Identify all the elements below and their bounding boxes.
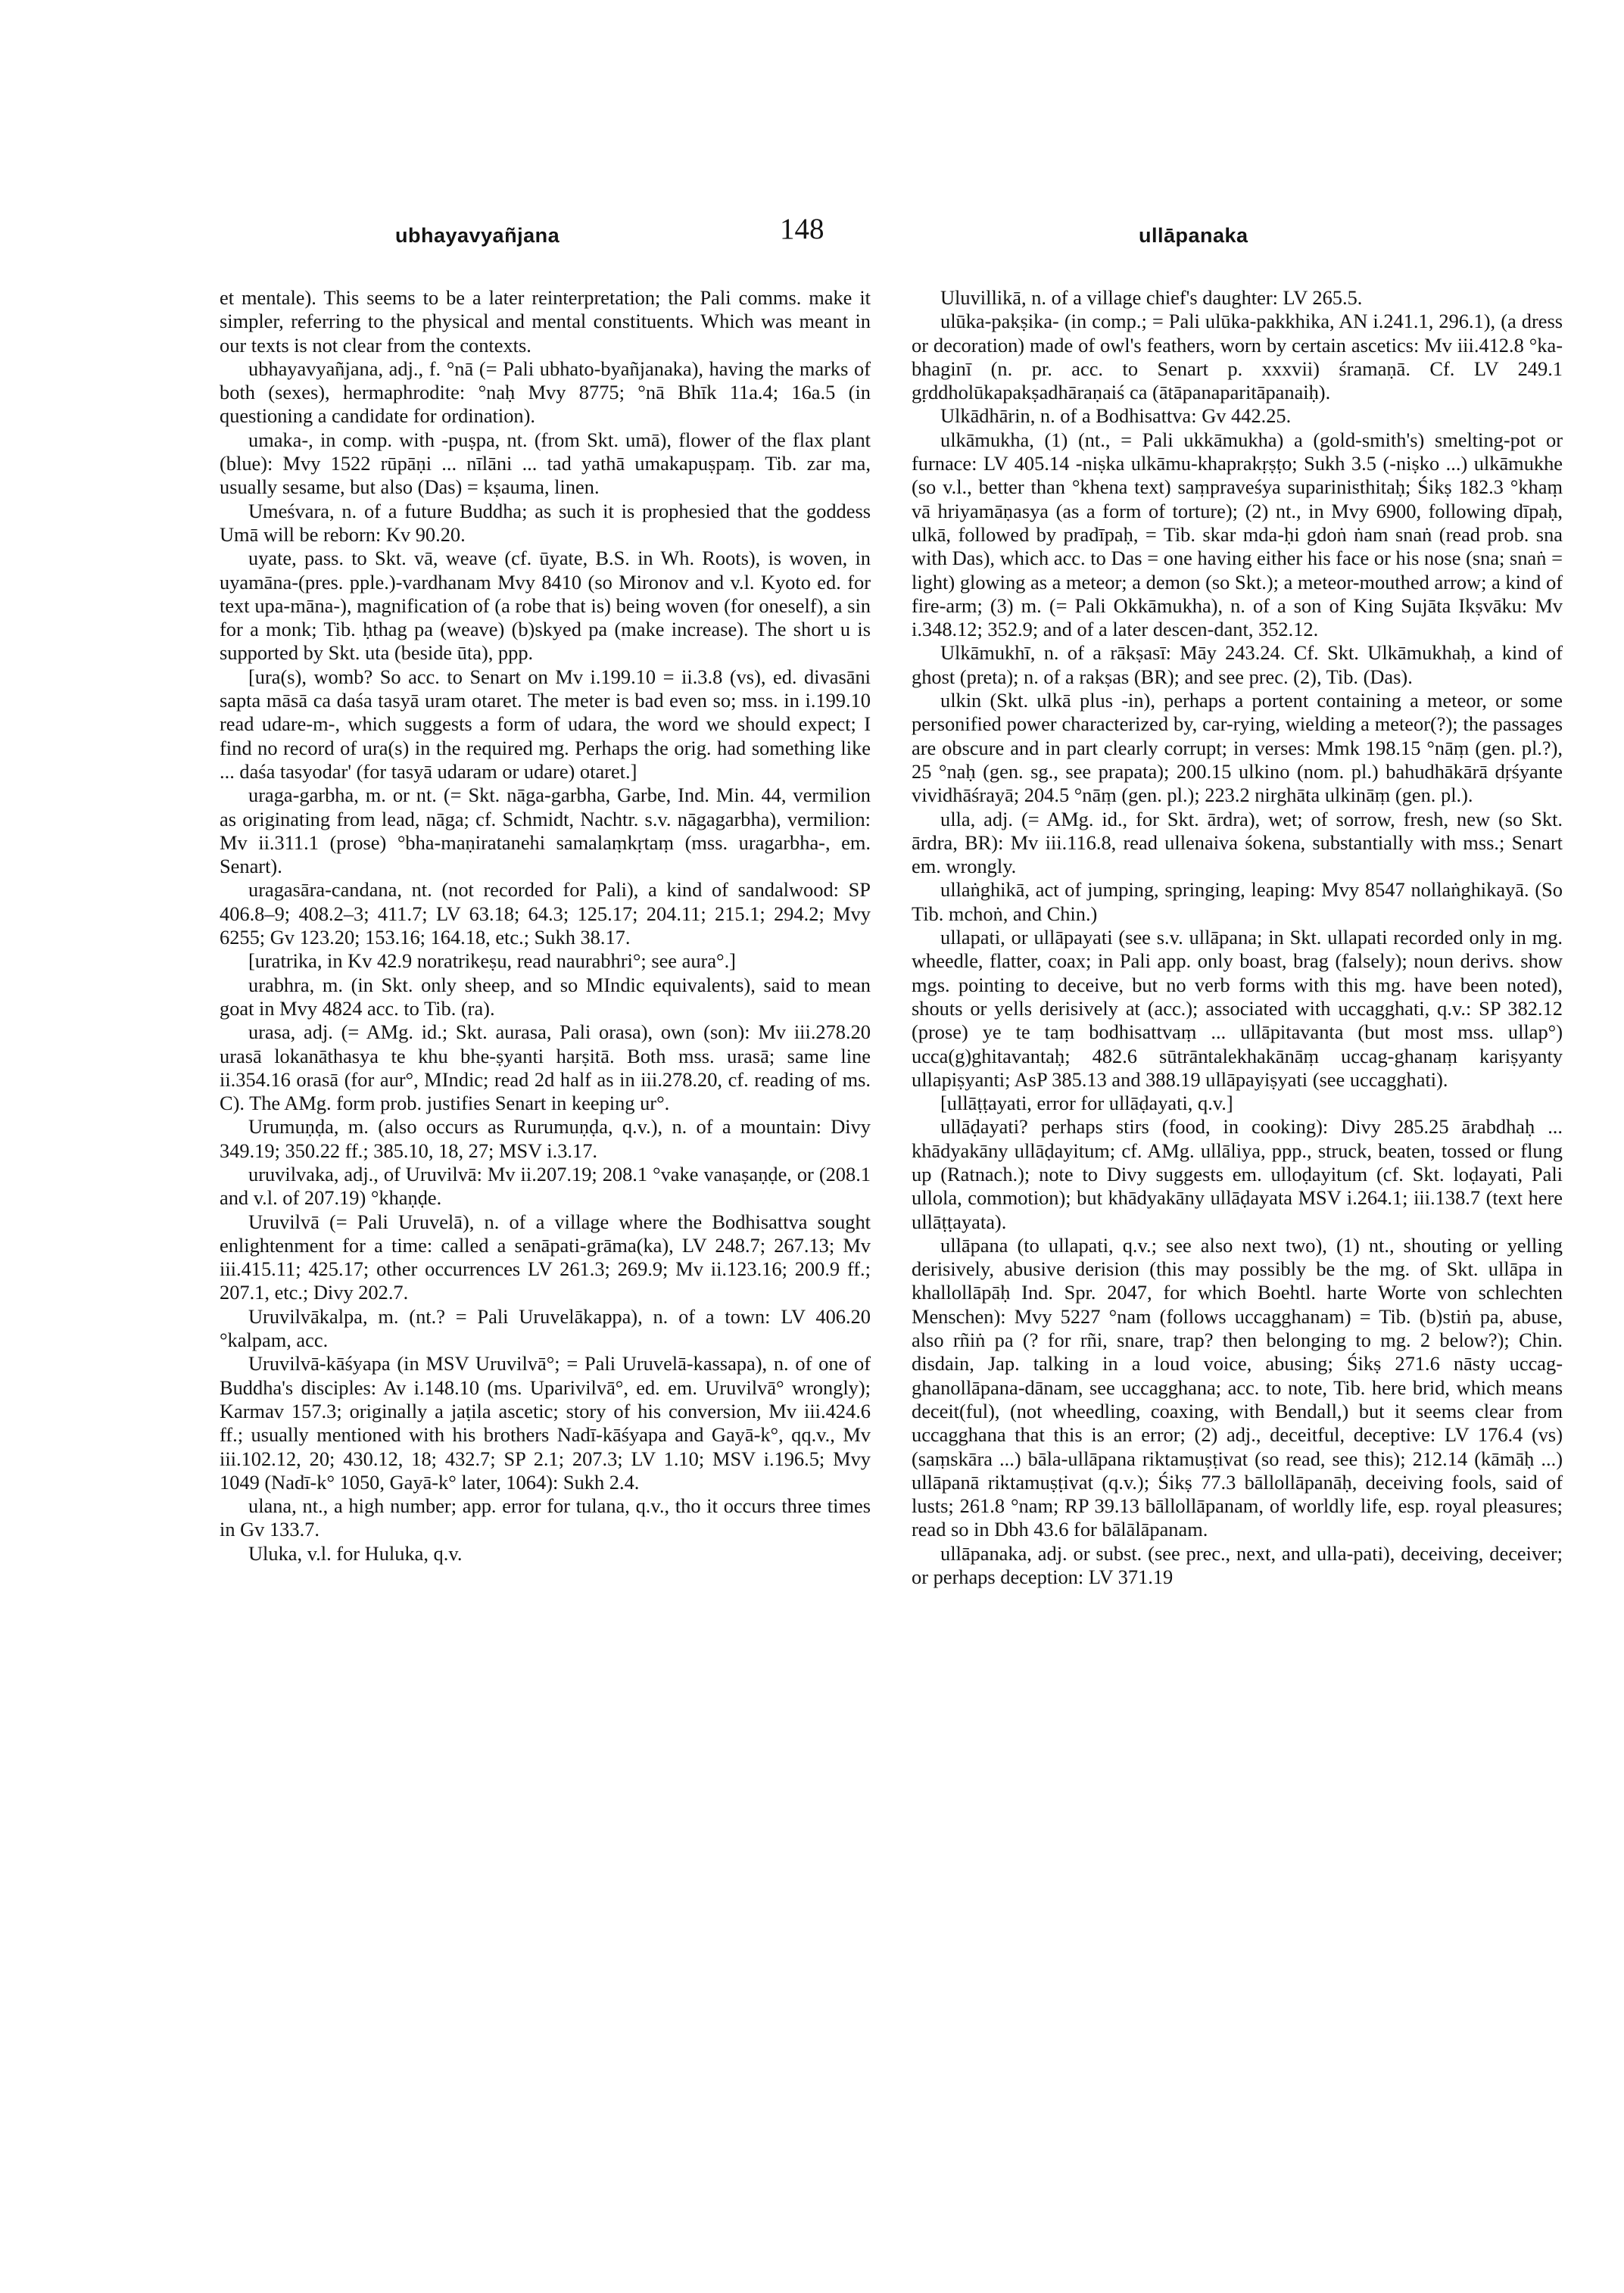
- entry-uluka-paksika: ulūka-pakṣika- (in comp.; = Pali ulūka-pakkhika, AN i.241.1, 296.1), (a dress or decoration) made of owl's feathers, worn by certain ascetics: Mv iii.412.8 °ka-bhaginī (n. pr. acc. to Senart p. xxxvii) śramaṇā. Cf. LV 249.1 gṛddholūkapakṣadhāraṇaiś ca (ātāpanaparitāpanaiḥ).: [912, 310, 1563, 404]
- entry-urumunda: Urumuṇḍa, m. (also occurs as Rurumuṇḍa, q.v.), n. of a mountain: Divy 349.19; 350.22 ff.; 385.10, 18, 27; MSV i.3.17.: [220, 1115, 871, 1162]
- entry-uraga-garbha: uraga-garbha, m. or nt. (= Skt. nāga-garbha, Garbe, Ind. Min. 44, vermilion as originating from lead, nāga; cf. Schmidt, Nachtr. s.v. nāgagarbha), vermilion: Mv ii.311.1 (prose) °bha-maṇiratanehi samalaṃkṛtaṃ (mss. uragarbha-, em. Senart).: [220, 784, 871, 878]
- entry-uruvilva: Uruvilvā (= Pali Uruvelā), n. of a village where the Bodhisattva sought enlightenment for a time: called a senāpati-grāma(ka), LV 248.7; 267.13; Mv iii.415.11; 425.17; other occurrences LV 261.3; 269.9; Mv ii.123.16; 200.9 ff.; 207.1, etc.; Divy 202.7.: [220, 1210, 871, 1304]
- right-guide-word: ullāpanaka: [1139, 224, 1248, 247]
- entry-ullanghika: ullaṅghikā, act of jumping, springing, leaping: Mvy 8547 nollaṅghikayā. (So Tib. mchoṅ, and Chin.): [912, 878, 1563, 925]
- page-number: 148: [780, 213, 824, 245]
- entry-uruvilvaka: uruvilvaka, adj., of Uruvilvā: Mv ii.207.19; 208.1 °vake vanaṣaṇḍe, or (208.1 and v.l. of 207.19) °khaṇḍe.: [220, 1162, 871, 1210]
- running-head: [0, 212, 1624, 257]
- entry-ulladayati: ullāḍayati? perhaps stirs (food, in cooking): Divy 285.25 ārabdhaḥ ... khādyakāny ullāḍayitum; cf. AMg. ullāliya, ppp., struck, beaten, tossed or flung up (Ratnach.); note to Divy suggests em. ulloḍayitum (cf. Skt. loḍayati, Pali ullola, commotion); but khādyakāny ullāḍayata MSV i.264.1; iii.138.7 (text here ullāṭṭayata).: [912, 1115, 1563, 1233]
- entry-ulla: ulla, adj. (= AMg. id., for Skt. ārdra), wet; of sorrow, fresh, new (so Skt. ārdra, BR): Mv iii.116.8, read ullenaiva śokena, substantially with mss.; Senart em. wrongly.: [912, 807, 1563, 878]
- entry-uras: [ura(s), womb? So acc. to Senart on Mv i.199.10 = ii.3.8 (vs), ed. divasāni sapta māsā ca daśa tasyā uram otaret. The meter is bad even so; mss. in i.199.10 read udare-m-, which suggests a form of udara, the word we should expect; I find no record of ura(s) in the required mg. Perhaps the orig. had something like ... daśa tasyodar' (for tasyā udaram or udare) otaret.]: [220, 665, 871, 783]
- entry-ullapanaka: ullāpanaka, adj. or subst. (see prec., next, and ulla-pati), deceiving, deceiver; or perhaps deception: LV 371.19: [912, 1541, 1563, 1589]
- left-column: [220, 286, 871, 1566]
- entry-ulkamukhi: Ulkāmukhī, n. of a rākṣasī: Māy 243.24. Cf. Skt. Ulkāmukhaḥ, a kind of ghost (preta); n. of a rakṣas (BR); and see prec. (2), Tib. (Das).: [912, 641, 1563, 688]
- entry-ulkin: ulkin (Skt. ulkā plus -in), perhaps a portent containing a meteor, or some personified power characterized by, car-rying, wielding a meteor(?); the passages are obscure and in part clearly corrupt; in verses: Mmk 198.15 °nāṃ (gen. pl.?), 25 °naḥ (gen. sg., see prapata); 200.15 ulkino (nom. pl.) bahudhākārā dṛśyante vividhāśrayā; 204.5 °nāṃ (gen. pl.); 223.2 nirghāta ulkināṃ (gen. pl.).: [912, 689, 1563, 807]
- entry-ulana: ulana, nt., a high number; app. error for tulana, q.v., tho it occurs three times in Gv 133.7.: [220, 1494, 871, 1541]
- entry-uyate: uyate, pass. to Skt. vā, weave (cf. ūyate, B.S. in Wh. Roots), is woven, in uyamāna-(pres. pple.)-vardhanam Mvy 8410 (so Mironov and v.l. Kyoto ed. for text upa-māna-), magnification of (a robe that is) being woven (for oneself), a sin for a monk; Tib. ḥthag pa (weave) (b)skyed pa (make increase). The short u is supported by Skt. uta (beside ūta), ppp.: [220, 547, 871, 665]
- entry-uruvilvakalpa: Uruvilvākalpa, m. (nt.? = Pali Uruvelākappa), n. of a town: LV 406.20 °kalpam, acc.: [220, 1304, 871, 1352]
- entry-ullapati: ullapati, or ullāpayati (see s.v. ullāpana; in Skt. ullapati recorded only in mg. wheedle, flatter, coax; in Pali app. only boast, brag (falsely); noun derivs. show mgs. pointing to deceive, but no verb forms with this mg. have been noted), shouts or yells derisively at (acc.); associated with uccagghati, q.v.: SP 382.12 (prose) ye te taṃ bodhisattvaṃ ... ullāpitavanta (but most mss. ullap°) ucca(g)ghitavantaḥ; 482.6 sūtrāntalekhakānāṃ uccag-ghanaṃ kariṣyanty ullapiṣyanti; AsP 385.13 and 388.19 ullāpayiṣyati (see uccagghati).: [912, 926, 1563, 1091]
- entry-uragasara-candana: uragasāra-candana, nt. (not recorded for Pali), a kind of sandalwood: SP 406.8–9; 408.2–3; 411.7; LV 63.18; 64.3; 125.17; 204.11; 215.1; 294.2; Mvy 6255; Gv 123.20; 153.16; 164.18, etc.; Sukh 38.17.: [220, 878, 871, 949]
- entry-ulkamukha: ulkāmukha, (1) (nt., = Pali ukkāmukha) a (gold-smith's) smelting-pot or furnace: LV 405.14 -niṣka ulkāmu-khaprakṛṣṭo; Sukh 3.5 (-niṣko ...) ulkāmukhe (so v.l., better than °khena text) saṃpraveśya suparinisthitaḥ; Śikṣ 182.3 °khaṃ vā hriyamāṇasya (as a form of torture); (2) nt., in Mvy 6900, following dīpaḥ, ulkā, followed by pradīpaḥ, = Tib. skar mda-ḥi gdoṅ ṅam snaṅ (read prob. sna with Das), which acc. to Das = one having either his face or his nose (sna; snaṅ = light) glowing as a meteor; a demon (so Skt.); a meteor-mouthed arrow; a kind of fire-arm; (3) m. (= Pali Okkāmukha), n. of a son of King Sujāta Ikṣvāku: Mv i.348.12; 352.9; and of a later descen-dant, 352.12.: [912, 428, 1563, 641]
- entry-ullattayati: [ullāṭṭayati, error for ullāḍayati, q.v.]: [940, 1092, 1233, 1115]
- entry-ullapana: ullāpana (to ullapati, q.v.; see also next two), (1) nt., shouting or yelling derisively, abusive derision (this may possibly be the mg. of Skt. ullāpa in khallollāpāḥ Ind. Spr. 2047, for which Boehtl. harte Worte von schlechten Menschen): Mvy 5227 °nam (follows uccagghanam) = Tib. (b)stiṅ pa, abuse, also rñiṅ pa (? for rñi, snare, trap? then belonging to mg. 2 below?); Chin. disdain, Jap. talking in a loud voice, abusing; Śikṣ 271.6 nāsty uccag-ghanollāpana-dānam, see uccagghana; acc. to note, Tib. here brid, which means deceit(ful), (not wheedling, coaxing, with Bendall,) but it seems clear from uccagghana that this is an error; (2) adj., deceitful, deceptive: LV 176.4 (vs) (saṃskāra ...) bāla-ullāpana riktamuṣṭivat (so read, see this); 212.14 (kāmāḥ ...) ullāpanā riktamuṣṭivat (q.v.); Śikṣ 77.3 bāllollāpanāḥ, deceiving fools, said of lusts; 261.8 °nam; RP 39.13 bāllollāpanam, of worldly life, esp. royal pleasures; read so in Dbh 43.6 for bālālāpanam.: [912, 1233, 1563, 1541]
- entry-uluvillika: Uluvillikā, n. of a village chief's daughter: LV 265.5.: [940, 286, 1363, 309]
- entry-umaka: umaka-, in comp. with -puṣpa, nt. (from Skt. umā), flower of the flax plant (blue): Mvy 1522 rūpāṇi ... nīlāni ... tad yathā umakapuṣpaṃ. Tib. zar ma, usually sesame, but also (Das) = kṣauma, linen.: [220, 428, 871, 499]
- entry-umesvara: Umeśvara, n. of a future Buddha; as such it is prophesied that the goddess Umā will be reborn: Kv 90.20.: [220, 499, 871, 546]
- entry-ulkadharin: Ulkādhārin, n. of a Bodhisattva: Gv 442.25.: [940, 404, 1292, 428]
- entry-uruvilva-kasyapa: Uruvilvā-kāśyapa (in MSV Uruvilvā°; = Pali Uruvelā-kassapa), n. of one of Buddha's disciples: Av i.148.10 (ms. Uparivilvā°, ed. em. Uruvilvā° wrongly); Karmav 157.3; originally a jaṭila ascetic; story of his conversion, Mv iii.424.6 ff.; usually mentioned with his brothers Nadī-kāśyapa and Gayā-k°, qq.v., Mv iii.102.12, 20; 430.12, 18; 432.7; SP 2.1; 207.3; LV 1.10; MSV i.196.5; Mvy 1049 (Nadī-k° 1050, Gayā-k° later, 1064): Sukh 2.4.: [220, 1352, 871, 1494]
- entry-continuation: et mentale). This seems to be a later reinterpretation; the Pali comms. make it simpler, referring to the physical and mental constituents. Which was meant in our texts is not clear from the contexts.: [220, 286, 871, 357]
- entry-uratrika: [uratrika, in Kv 42.9 noratrikeṣu, read naurabhri°; see aura°.]: [248, 949, 736, 973]
- entry-ubhayavyanjana: ubhayavyañjana, adj., f. °nā (= Pali ubhato-byañjanaka), having the marks of both (sexes), hermaphrodite: °naḥ Mvy 8775; °nā Bhīk 11a.4; 16a.5 (in questioning a candidate for ordination).: [220, 357, 871, 428]
- right-column: [912, 286, 1563, 1589]
- entry-urasa: urasa, adj. (= AMg. id.; Skt. aurasa, Pali orasa), own (son): Mv iii.278.20 urasā lokanāthasya te khu bhe-ṣyanti harṣitā. Both mss. urasā; same line ii.354.16 orasā (for aur°, MIndic; read 2d half as in iii.278.20, cf. reading of ms. C). The AMg. form prob. justifies Senart in keeping ur°.: [220, 1020, 871, 1115]
- left-guide-word: ubhayavyañjana: [395, 224, 560, 247]
- entry-urabhra: urabhra, m. (in Skt. only sheep, and so MIndic equivalents), said to mean goat in Mvy 4824 acc. to Tib. (ra).: [220, 973, 871, 1020]
- entry-uluka: Uluka, v.l. for Huluka, q.v.: [248, 1541, 463, 1565]
